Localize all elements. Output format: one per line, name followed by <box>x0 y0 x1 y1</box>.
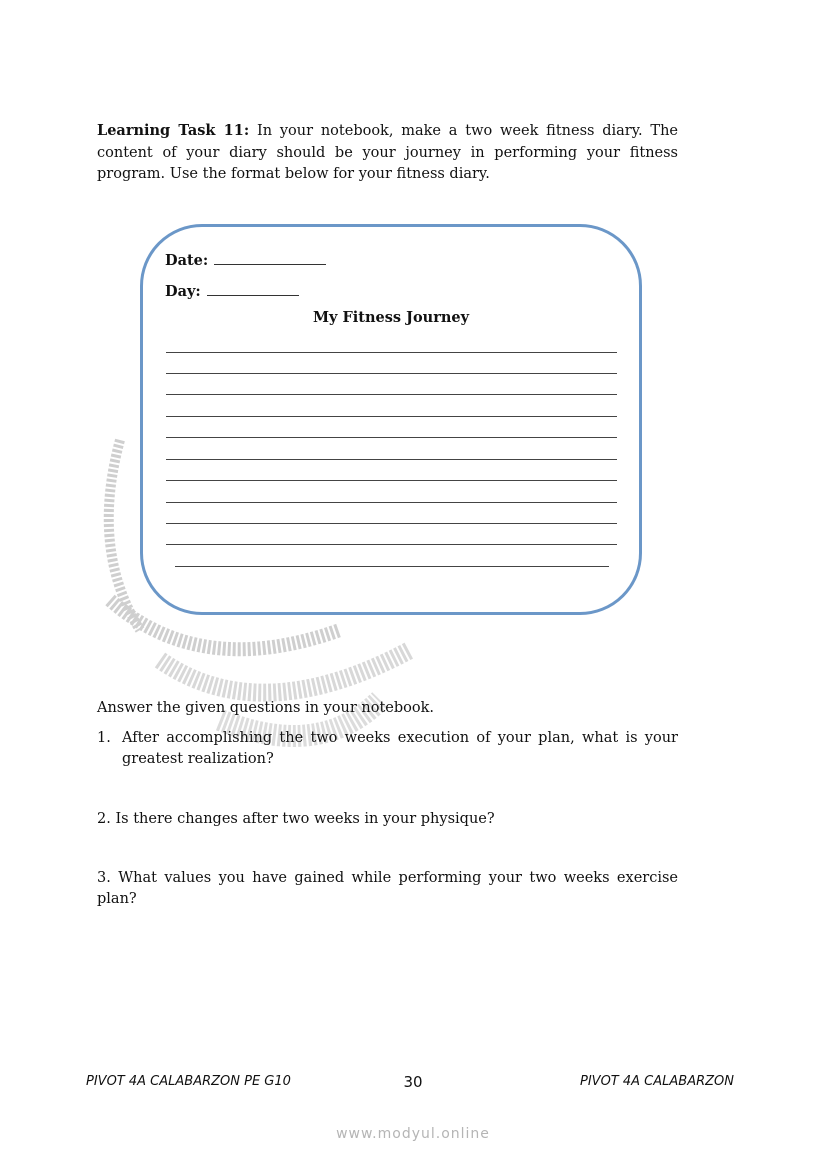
question-2: 2. Is there changes after two weeks in your physique? <box>97 811 495 827</box>
writing-line <box>166 394 617 395</box>
page-number: 30 <box>403 1073 423 1091</box>
date-label: Date: <box>165 252 209 269</box>
question-3: 3. What values you have gained while performing your two weeks exercise plan? <box>97 870 678 907</box>
writing-line <box>166 437 617 438</box>
writing-line <box>166 544 617 545</box>
day-label: Day: <box>165 283 201 300</box>
task-label: Learning Task 11: <box>97 122 250 139</box>
writing-line <box>166 352 617 353</box>
questions-intro: Answer the given questions in your notebook. <box>97 700 435 716</box>
question-1-number: 1. <box>97 730 111 746</box>
date-blank <box>214 250 326 265</box>
writing-line <box>166 373 617 374</box>
writing-line <box>166 480 617 481</box>
footer-left: PIVOT 4A CALABARZON PE G10 <box>86 1074 291 1089</box>
writing-line <box>166 459 617 460</box>
writing-line <box>175 566 609 567</box>
day-field <box>165 281 299 300</box>
learning-task-paragraph <box>97 120 678 186</box>
site-url: www.modyul.online <box>336 1126 490 1142</box>
writing-line <box>166 502 617 503</box>
footer-right: PIVOT 4A CALABARZON <box>580 1074 734 1089</box>
diary-title: My Fitness Journey <box>312 309 470 326</box>
writing-line <box>166 523 617 524</box>
question-1 <box>97 728 678 770</box>
task-text: In your notebook, make a two week fitness diary. The content of your diary should be your journey in performing your fitness program. Use the format below for your fitness diary. <box>97 123 678 182</box>
question-1-text: After accomplishing the two weeks execution of your plan, what is your greatest realization? <box>122 730 678 767</box>
day-blank <box>207 281 299 296</box>
writing-line <box>166 416 617 417</box>
date-field <box>165 250 326 269</box>
